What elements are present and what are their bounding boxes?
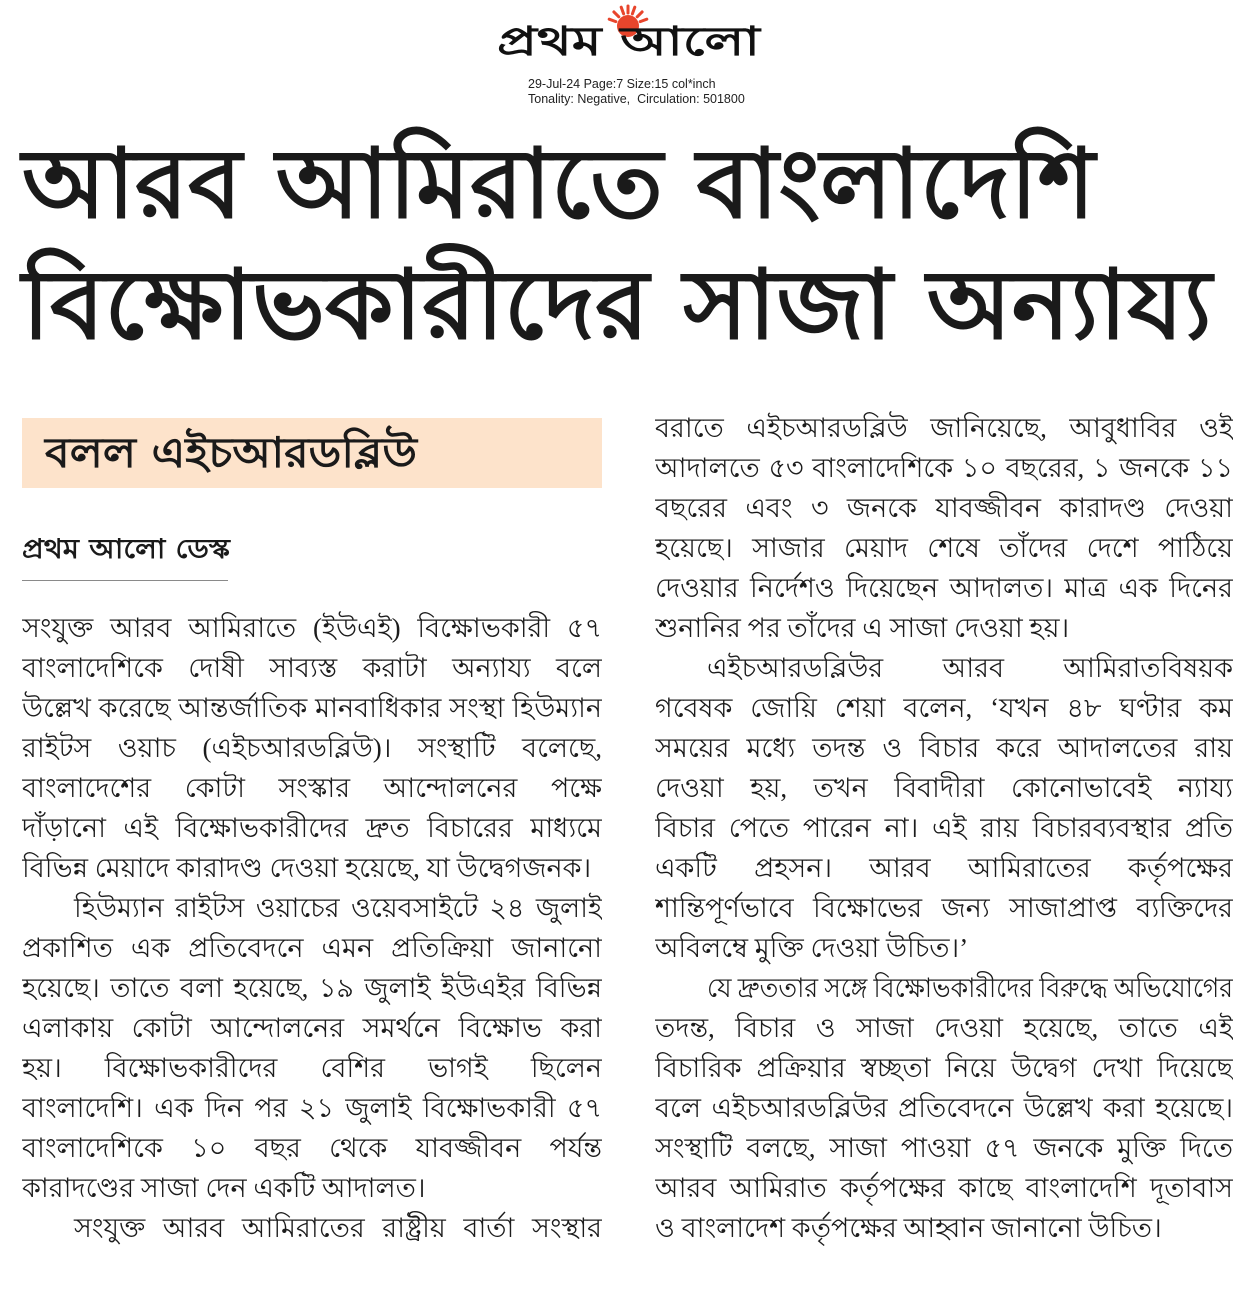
clip-stats: Tonality: Negative, Circulation: 501800 [528,92,745,106]
body-line: এলাকায় কোটা আন্দোলনের সমর্থনে বিক্ষোভ করা [22,1013,602,1043]
headline-text: আরব আমিরাতে বাংলাদেশি [22,128,1095,240]
body-line: হয়েছে। সাজার মেয়াদ শেষে তাঁদের দেশে পাঠিয়ে [655,533,1233,563]
body-line: গবেষক জোয়ি শেয়া বলেন, ‘যখন ৪৮ ঘণ্টার কম [655,693,1233,723]
body-line: একটি প্রহসন। আরব আমিরাতের কর্তৃপক্ষের [655,853,1233,883]
byline-rule [22,580,228,581]
body-line: শুনানির পর তাঁদের এ সাজা দেওয়া হয়। [655,613,1070,643]
body-line: বছরের এবং ৩ জনকে যাবজ্জীবন কারাদণ্ড দেওয়া [655,493,1233,523]
clip-info: 29-Jul-24 Page:7 Size:15 col*inch [528,77,716,91]
body-line: শান্তিপূর্ণভাবে বিক্ষোভের জন্য সাজাপ্রাপ্ত ব্যক্তিদের [655,893,1233,923]
body-line: ও বাংলাদেশ কর্তৃপক্ষের আহ্বান জানানো উচিত। [655,1213,1162,1243]
body-line: বিভিন্ন মেয়াদে কারাদণ্ড দেওয়া হয়েছে, যা উদ্বেগজনক। [22,853,592,883]
headline-row [22,242,1212,368]
body-line: সময়ের মধ্যে তদন্ত ও বিচার করে আদালতের রায় [655,733,1233,763]
body-line: সংস্থাটি বলছে, সাজা পাওয়া ৫৭ জনকে মুক্তি দিতে [655,1133,1233,1163]
body-line: বিচার পেতে পারেন না। এই রায় বিচারব্যবস্থার প্রতি [655,813,1233,843]
subhead-text: বলল এইচআরডব্লিউ [45,428,417,477]
byline [22,528,230,572]
logo-text: প্রথম আলো [497,19,760,65]
body-line: উল্লেখ করেছে আন্তর্জাতিক মানবাধিকার সংস্থা হিউম্যান [22,693,602,723]
body-line: হিউম্যান রাইটস ওয়াচের ওয়েবসাইটে ২৪ জুলাই [74,893,602,923]
headline-row [22,124,1095,244]
byline-text: প্রথম আলো ডেস্ক [22,534,230,565]
body-line: আরব আমিরাত কর্তৃপক্ষের কাছে বাংলাদেশি দূতাবাস [655,1173,1233,1203]
body-line: এইচআরডব্লিউর আরব আমিরাতবিষয়ক [707,653,1233,683]
body-line: হয়েছে। তাতে বলা হয়েছে, ১৯ জুলাই ইউএইর বিভিন্ন [22,973,602,1003]
body-line: বরাতে এইচআরডব্লিউ জানিয়েছে, আবুধাবির ওই [655,413,1233,443]
body-line: দেওয়ার নির্দেশও দিয়েছেন আদালত। মাত্র এক দিনের [655,573,1233,603]
body-line: সংযুক্ত আরব আমিরাতে (ইউএই) বিক্ষোভকারী ৫৭ [22,613,602,643]
body-line: হয়। বিক্ষোভকারীদের বেশির ভাগই ছিলেন [22,1053,602,1083]
body-line: কারাদণ্ডের সাজা দেন একটি আদালত। [22,1173,426,1203]
body-line: প্রকাশিত এক প্রতিবেদনে এমন প্রতিক্রিয়া জানানো [22,933,602,963]
body-line: আদালতে ৫৩ বাংলাদেশিকে ১০ বছরের, ১ জনকে ১১ [655,453,1233,483]
body-line: বাংলাদেশিকে দোষী সাব্যস্ত করাটা অন্যায্য বলে [22,653,602,683]
subhead-box [22,418,602,488]
body-line: দাঁড়ানো এই বিক্ষোভকারীদের দ্রুত বিচারের মাধ্যমে [22,813,602,843]
body-line: বাংলাদেশি। এক দিন পর ২১ জুলাই বিক্ষোভকারী ৫৭ [22,1093,602,1123]
body-line: তদন্ত, বিচার ও সাজা দেওয়া হয়েছে, তাতে এই [655,1013,1233,1043]
body-line: বলে এইচআরডব্লিউর প্রতিবেদনে উল্লেখ করা হয়েছে। [655,1093,1233,1123]
left-column [22,608,602,1248]
body-line: বাংলাদেশের কোটা সংস্কার আন্দোলনের পক্ষে [22,773,602,803]
headline-text: বিক্ষোভকারীদের সাজা অন্যায্য [22,249,1212,361]
subhead-inner [45,418,417,488]
logo [497,18,760,66]
body-line: সংযুক্ত আরব আমিরাতের রাষ্ট্রীয় বার্তা সংস্থার [74,1213,602,1243]
right-column [655,408,1233,1248]
body-line: অবিলম্বে মুক্তি দেওয়া উচিত।’ [655,933,969,963]
body-line: বিচারিক প্রক্রিয়ার স্বচ্ছতা নিয়ে উদ্বেগ দেখা দিয়েছে [655,1053,1233,1083]
body-line: দেওয়া হয়, তখন বিবাদীরা কোনোভাবেই ন্যায্য [655,773,1233,803]
body-line: যে দ্রুততার সঙ্গে বিক্ষোভকারীদের বিরুদ্ধে অভিযোগের [707,973,1233,1003]
body-line: রাইটস ওয়াচ (এইচআরডব্লিউ)। সংস্থাটি বলেছে, [22,733,602,763]
body-line: বাংলাদেশিকে ১০ বছর থেকে যাবজ্জীবন পর্যন্ত [22,1133,602,1163]
